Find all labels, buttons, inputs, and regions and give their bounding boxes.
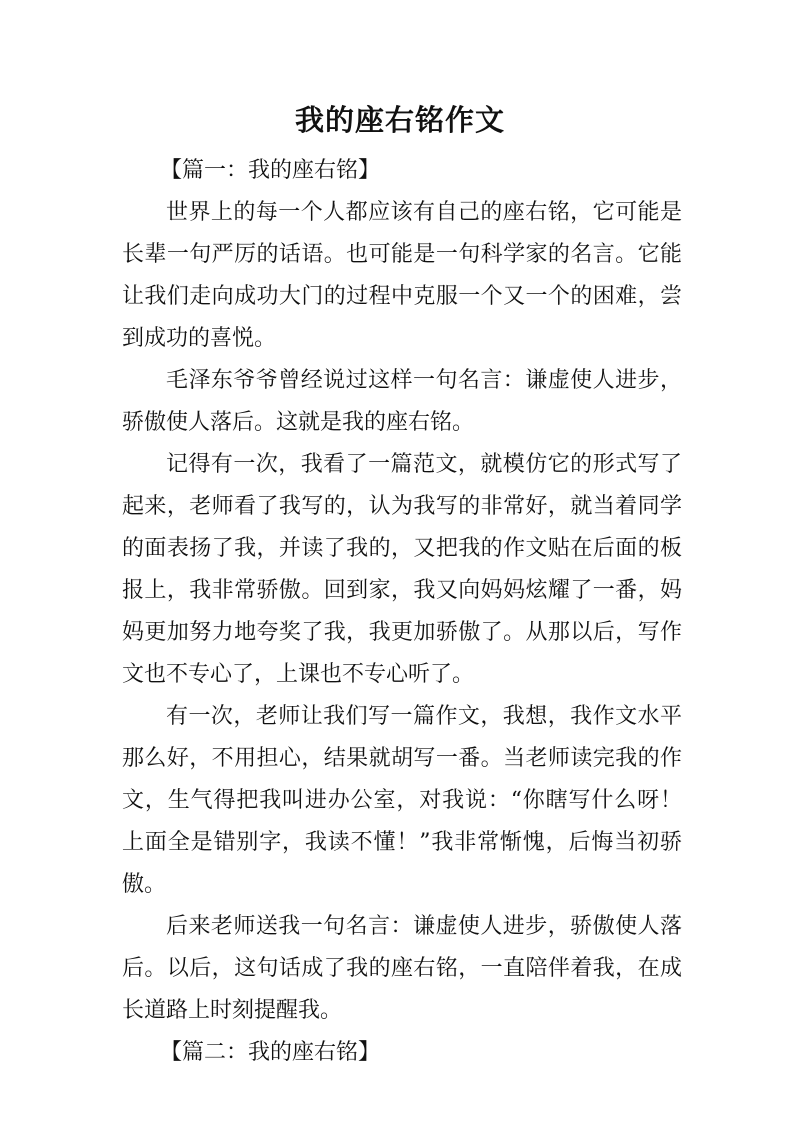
paragraph-5: 后来老师送我一句名言：谦虚使人进步，骄傲使人落后。以后，这句话成了我的座右铭，一直陪伴着我，在成长道路上时刻提醒我。 (122, 914, 682, 1023)
paragraph-2: 毛泽东爷爷曾经说过这样一句名言：谦虚使人进步，骄傲使人落后。这就是我的座右铭。 (122, 368, 682, 435)
document-body (122, 150, 682, 1074)
section-heading-2: 【篇二：我的座右铭】 (160, 1040, 381, 1065)
section-heading-1: 【篇一：我的座右铭】 (160, 158, 381, 183)
paragraph-3: 记得有一次，我看了一篇范文，就模仿它的形式写了起来，老师看了我写的，认为我写的非常好，就当着同学的面表扬了我，并读了我的，又把我的作文贴在后面的板报上，我非常骄傲。回到家，我又向妈妈炫耀了一番，妈妈更加努力地夸奖了我，我更加骄傲了。从那以后，写作文也不专心了，上课也不专心听了。 (122, 452, 682, 687)
paragraph-1: 世界上的每一个人都应该有自己的座右铭，它可能是长辈一句严厉的话语。也可能是一句科学家的名言。它能让我们走向成功大门的过程中克服一个又一个的困难，尝到成功的喜悦。 (122, 200, 682, 351)
paragraph-4: 有一次，老师让我们写一篇作文，我想，我作文水平那么好，不用担心，结果就胡写一番。当老师读完我的作文，生气得把我叫进办公室，对我说：“你瞎写什么呀！上面全是错别字，我读不懂！”我非常惭愧，后悔当初骄傲。 (122, 704, 682, 897)
document-title: 我的座右铭作文 (294, 103, 505, 137)
